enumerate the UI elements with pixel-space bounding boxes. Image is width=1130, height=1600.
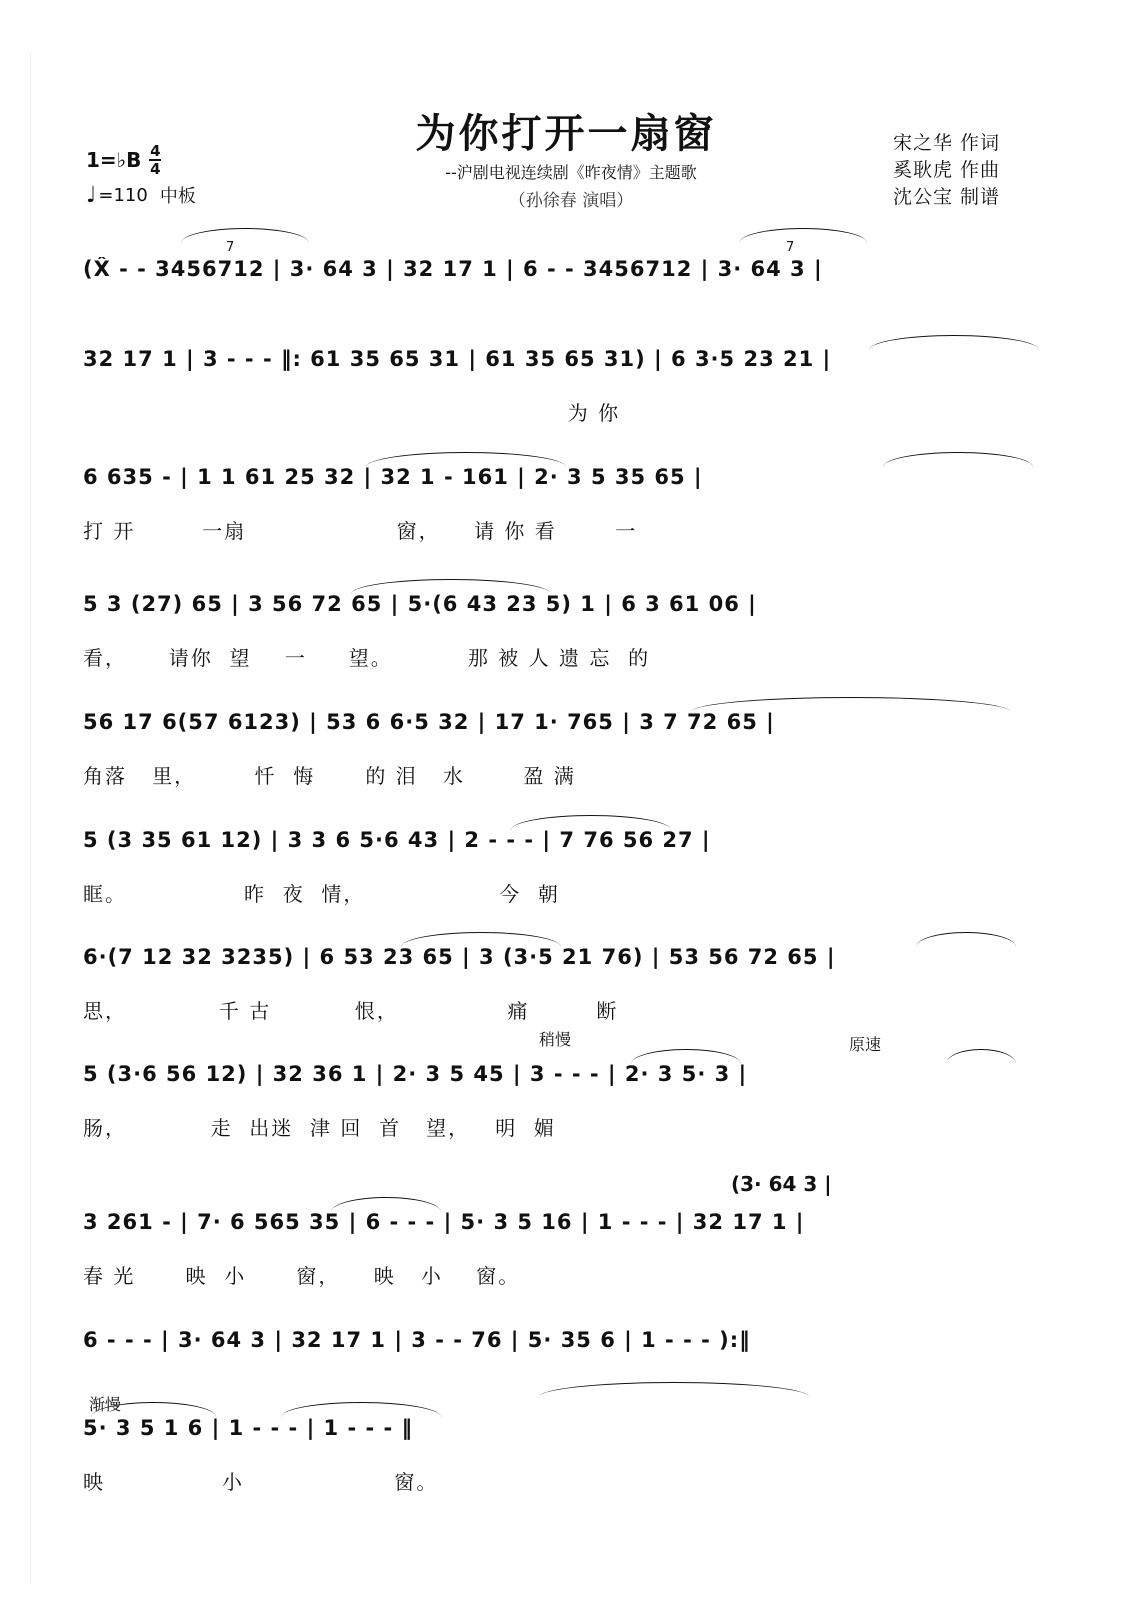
interlude-annotation: (3· 64 3 | bbox=[731, 1172, 832, 1196]
score-page bbox=[30, 52, 1101, 1582]
song-title: 为你打开一扇窗 bbox=[415, 110, 717, 157]
slur-mark bbox=[401, 932, 561, 947]
lyric-line bbox=[83, 307, 1058, 337]
lyric-line: 看， 请你 望 一 望。 那 被 人 遗 忘 的 bbox=[83, 646, 651, 670]
time-signature-bottom: 4 bbox=[150, 160, 161, 178]
key-label: 1=♭B bbox=[86, 148, 142, 172]
slur-mark bbox=[739, 228, 867, 243]
lyric-line: 春 光 映 小 窗， 映 小 窗。 bbox=[83, 1264, 521, 1288]
tempo-original-annotation: 原速 bbox=[849, 1035, 882, 1054]
quarter-note-icon: ♩ bbox=[86, 182, 97, 208]
notation-line: 6 - - - | 3· 64 3 | 32 17 1 | 3 - - 76 | 5· 35 6 | 1 - - - ):‖ bbox=[83, 1328, 751, 1352]
tuplet-mark: 7 bbox=[226, 240, 235, 255]
key-signature bbox=[86, 144, 161, 176]
tempo-bpm: =110 bbox=[98, 184, 148, 206]
notation-line: 5 (3·6 56 12) | 32 36 1 | 2· 3 5 45 | 3 - - - | 2· 3 5· 3 | bbox=[83, 1062, 748, 1086]
lyric-line: 肠， 走 出迷 津 回 首 望， 明 媚 bbox=[83, 1116, 556, 1140]
slur-mark bbox=[869, 335, 1039, 350]
notation-line: (X̂ - - 3456712 | 3· 64 3 | 32 17 1 | 6 - - 3456712 | 3· 64 3 | bbox=[83, 257, 823, 281]
time-signature-top: 4 bbox=[150, 142, 161, 160]
slur-mark bbox=[181, 228, 309, 243]
lyric-line: 映 小 窗。 bbox=[83, 1470, 439, 1494]
notation-line: 5 3 (27) 65 | 3 56 72 65 | 5·(6 43 23 5) 1 | 6 3 61 06 | bbox=[83, 592, 757, 616]
notation-line: 6·(7 12 32 3235) | 6 53 23 65 | 3 (3·5 21 76) | 53 56 72 65 | bbox=[83, 945, 836, 969]
tuplet-mark: 7 bbox=[786, 240, 795, 255]
slur-mark bbox=[511, 815, 671, 830]
slur-mark bbox=[691, 697, 1011, 712]
lyric-line: 眶。 昨 夜 情， 今 朝 bbox=[83, 882, 560, 906]
slur-mark bbox=[351, 579, 551, 594]
slur-mark bbox=[331, 1197, 441, 1212]
tempo-slower-annotation: 稍慢 bbox=[539, 1030, 572, 1049]
slur-mark bbox=[366, 452, 566, 467]
tempo-gradually-slower-annotation: 渐慢 bbox=[89, 1395, 122, 1414]
singer-credit: （孙徐春 演唱） bbox=[508, 191, 634, 211]
tempo-word: 中板 bbox=[159, 186, 196, 207]
notation-line: 5 (3 35 61 12) | 3 3 6 5·6 43 | 2 - - - | 7 76 56 27 | bbox=[83, 828, 711, 852]
slur-mark bbox=[631, 1049, 741, 1064]
lyric-line: 思， 千 古 恨， 痛 断 bbox=[83, 999, 619, 1023]
notation-line: 6 635 - | 1 1 61 25 32 | 32 1 - 161 | 2· 3 5 35 65 | bbox=[83, 465, 703, 489]
transcriber-credit: 沈公宝 制谱 bbox=[893, 186, 1001, 208]
slur-mark bbox=[883, 452, 1033, 467]
lyric-line: 为 你 bbox=[83, 401, 621, 425]
credits-block bbox=[893, 130, 1093, 211]
notation-line: 3 261 - | 7· 6 565 35 | 6 - - - | 5· 3 5 16 | 1 - - - | 32 17 1 | bbox=[83, 1210, 805, 1234]
notation-line: 32 17 1 | 3 - - - ‖: 61 35 65 31 | 61 35 65 31) | 6 3·5 23 21 | bbox=[83, 347, 832, 371]
slur-mark bbox=[946, 1049, 1016, 1064]
notation-line: 5· 3 5 1 6 | 1 - - - | 1 - - - ‖ bbox=[83, 1416, 414, 1440]
tempo-marking bbox=[86, 182, 196, 208]
lyric-line: 角落 里， 忏 悔 的 泪 水 盈 满 bbox=[83, 764, 576, 788]
slur-mark bbox=[916, 932, 1016, 947]
notation-line: 56 17 6(57 6123) | 53 6 6·5 32 | 17 1· 765 | 3 7 72 65 | bbox=[83, 710, 775, 734]
time-signature bbox=[149, 144, 161, 176]
lyricist-credit: 宋之华 作词 bbox=[893, 132, 1001, 154]
song-subtitle: --沪剧电视连续剧《昨夜情》主题歌 bbox=[445, 163, 697, 182]
composer-credit: 奚耿虎 作曲 bbox=[893, 159, 1001, 181]
lyric-line: 打 开 一扇 窗， 请 你 看 一 bbox=[83, 519, 638, 543]
